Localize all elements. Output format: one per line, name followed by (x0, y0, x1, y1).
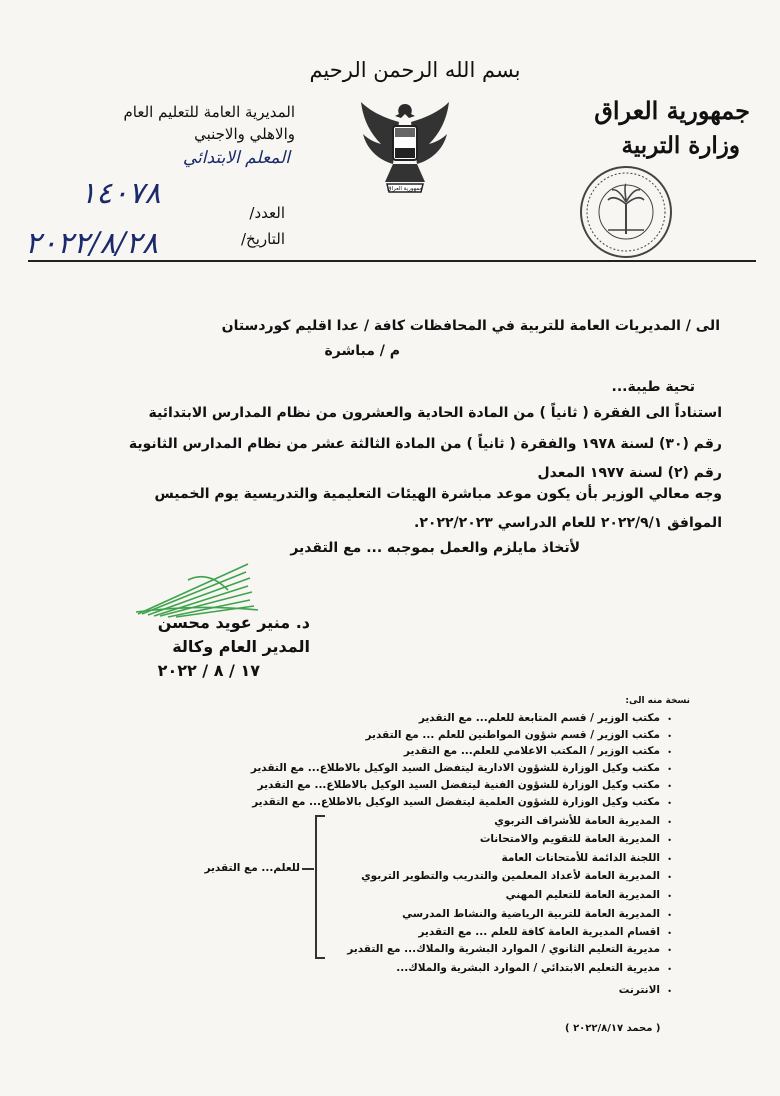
paragraph-line: استناداً الى الفقرة ( ثانياً ) من المادة الحادية والعشرون من نظام المدارس الابتدائية (148, 405, 722, 421)
ministry-seal-icon (578, 164, 674, 260)
copy-item: مكتب الوزير / قسم المتابعة للعلم... مع التقدير (418, 712, 660, 724)
bullet-icon: • (667, 732, 672, 741)
document-number-label: العدد/ (249, 204, 285, 222)
bullet-icon: • (667, 929, 672, 938)
signatory-title: المدير العام وكالة (172, 637, 310, 656)
basmala: بسم الله الرحمن الرحيم (309, 58, 521, 82)
signature-date: ١٧ / ٨ / ٢٠٢٢ (157, 661, 260, 680)
document-date-value: ٢٠٢٢/٨/٢٨ (25, 226, 159, 261)
document-number-value: ١٤٠٧٨ (80, 176, 161, 211)
bullet-icon: • (667, 911, 672, 920)
paragraph-line: رقم (٢) لسنة ١٩٧٧ المعدل (537, 465, 722, 481)
bullet-icon: • (667, 946, 672, 955)
bullet-icon: • (667, 987, 672, 996)
copy-item: مكتب وكيل الوزارة للشؤون الادارية ليتفضل السيد الوكيل بالاطلاع... مع التقدير (250, 762, 660, 774)
group-note: للعلم... مع التقدير (204, 862, 300, 874)
document-date-label: التاريخ/ (241, 230, 285, 248)
copy-item: مديرية التعليم الابتدائي / الموارد البشرية والملاك... (396, 962, 660, 974)
recipient-line: الى / المديريات العامة للتربية في المحافظات كافة / عدا اقليم كوردستان (221, 318, 720, 334)
iraq-eagle-emblem-icon (355, 92, 455, 212)
paragraph-line: الموافق ٢٠٢٢/٩/١ للعام الدراسي ٢٠٢٢/٢٠٢٣. (414, 515, 722, 531)
greeting: تحية طيبة... (611, 379, 695, 395)
copy-item: مكتب وكيل الوزارة للشؤون العلمية ليتفضل السيد الوكيل بالاطلاع... مع التقدير (252, 796, 660, 808)
closing-line: لأتخاذ مايلزم والعمل بموجبه ... مع التقدير (290, 540, 580, 556)
copy-item: المديرية العامة للتربية الرياضية والنشاط المدرسي (402, 908, 660, 920)
copy-item: مديرية التعليم الثانوي / الموارد البشرية والملاك... مع التقدير (347, 943, 660, 955)
paragraph-line: وجه معالي الوزير بأن يكون موعد مباشرة الهيئات التعليمية والتدريسية يوم الخميس (154, 486, 722, 502)
bullet-icon: • (667, 836, 672, 845)
subject-line: م / مباشرة (324, 343, 400, 359)
directorate-line-1: المديرية العامة للتعليم العام (123, 103, 295, 121)
directorate-line-2: والاهلي والاجنبي (194, 125, 295, 143)
bullet-icon: • (667, 855, 672, 864)
copies-title: نسخة منه الى: (625, 696, 690, 706)
country-name: جمهورية العراق (594, 96, 750, 125)
bullet-icon: • (667, 765, 672, 774)
bullet-icon: • (667, 965, 672, 974)
signatory-name: د. منير عويد محسن (157, 613, 310, 632)
signature-scribble-icon (128, 560, 268, 620)
copy-item: المديرية العامة لأعداد المعلمين والتدريب والتطوير التربوي (361, 870, 660, 882)
bullet-icon: • (667, 873, 672, 882)
copy-item: المديرية العامة للتعليم المهني (505, 889, 660, 901)
bullet-icon: • (667, 715, 672, 724)
ministry-name: وزارة التربية (621, 132, 740, 159)
copy-item: اللجنة الدائمة للأمتحانات العامة (501, 852, 660, 864)
copy-item: مكتب الوزير / المكتب الاعلامي للعلم... مع التقدير (403, 745, 660, 757)
paragraph-line: رقم (٣٠) لسنة ١٩٧٨ والفقرة ( ثانياً ) من المادة الثالثة عشر من نظام المدارس الثانوية (128, 436, 722, 452)
bullet-icon: • (667, 892, 672, 901)
copy-item: اقسام المديرية العامة كافة للعلم ... مع التقدير (418, 926, 660, 938)
group-bracket-tip (302, 868, 314, 870)
copy-item: مكتب الوزير / قسم شؤون المواطنين للعلم ... مع التقدير (365, 729, 660, 741)
header-divider (28, 260, 756, 262)
copy-item: مكتب وكيل الوزارة للشؤون الفنية ليتفضل السيد الوكيل بالاطلاع... مع التقدير (257, 779, 660, 791)
typist-note: ( محمد ٢٠٢٢/٨/١٧ ) (565, 1023, 661, 1034)
copy-item: الانترنت (618, 984, 660, 996)
bullet-icon: • (667, 818, 672, 827)
bullet-icon: • (667, 782, 672, 791)
bullet-icon: • (667, 748, 672, 757)
bullet-icon: • (667, 799, 672, 808)
emblem-caption: جمهورية العراق (387, 186, 423, 192)
copy-item: المديرية العامة للأشراف التربوي (494, 815, 660, 827)
copy-item: المديرية العامة للتقويم والامتحانات (479, 833, 660, 845)
directorate-line-3: المعلم الابتدائي (182, 148, 290, 168)
group-bracket (315, 815, 325, 959)
